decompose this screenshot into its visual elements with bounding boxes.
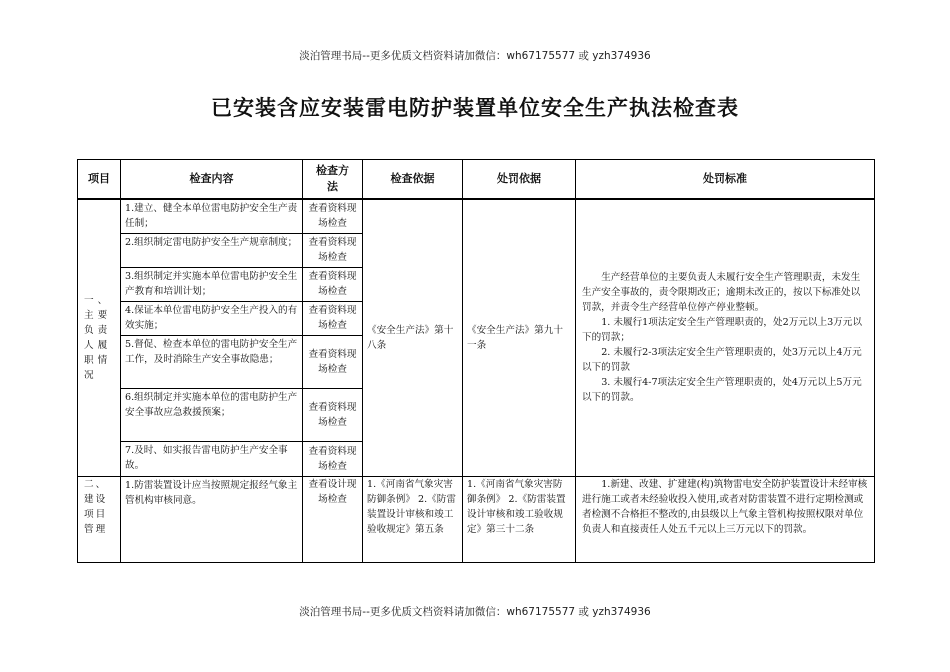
section1-method-7: 查看资料现场检查 bbox=[303, 441, 363, 476]
standard-paragraph: 生产经营单位的主要负责人未履行安全生产管理职责，未发生生产安全事故的，责令限期改正；逾期未改正的，按以下标准处以罚款，并责令生产经营单位停产停业整顿。 bbox=[582, 272, 861, 314]
header-standard: 处罚标准 bbox=[576, 160, 875, 200]
section1-penalty-basis: 《安全生产法》第九十一条 bbox=[463, 199, 576, 476]
inspection-table bbox=[77, 159, 875, 563]
section2-standard bbox=[576, 476, 875, 562]
page-title: 已安装含应安装雷电防护装置单位安全生产执法检查表 bbox=[211, 96, 739, 120]
section1-method-4: 查看资料现场检查 bbox=[303, 301, 363, 335]
standard-paragraph: 1.新建、改建、扩建建(构)筑物雷电安全防护装置设计未经审核进行施工或者未经验收投入使用,或者对防雷装置不进行定期检测或者检测不合格拒不整改的,由县级以上气象主管机构按照权限对单位负责人和直接责任人处五千元以上三万元以下的罚款。 bbox=[582, 478, 868, 535]
table-row bbox=[78, 199, 875, 233]
section1-basis: 《安全生产法》第十八条 bbox=[363, 199, 463, 476]
section1-project: 一、主要负责人履职情况 bbox=[78, 199, 121, 476]
header-penalty-basis: 处罚依据 bbox=[463, 160, 576, 200]
header-project: 项目 bbox=[78, 160, 121, 200]
section1-method-1: 查看资料现场检查 bbox=[303, 199, 363, 233]
section1-content-1: 1.建立、健全本单位雷电防护安全生产责任制； bbox=[121, 199, 303, 233]
section1-content-5: 5.督促、检查本单位的雷电防护安全生产工作，及时消除生产安全事故隐患； bbox=[121, 335, 303, 388]
page-header: 淡泊管理书局--更多优质文档资料请加微信：wh67175577 或 yzh374936 bbox=[299, 50, 651, 62]
section1-method-5: 查看资料现场检查 bbox=[303, 335, 363, 388]
section2-method: 查看设计现场检查 bbox=[303, 476, 363, 562]
section2-content: 1.防雷装置设计应当按照规定报经气象主管机构审核同意。 bbox=[121, 476, 303, 562]
section1-method-3: 查看资料现场检查 bbox=[303, 267, 363, 301]
section1-content-4: 4.保证本单位雷电防护安全生产投入的有效实施； bbox=[121, 301, 303, 335]
section2-project: 二、建设项目管理 bbox=[78, 476, 121, 562]
section1-method-6: 查看资料现场检查 bbox=[303, 388, 363, 441]
section1-content-6: 6.组织制定并实施本单位的雷电防护生产安全事故应急救援预案； bbox=[121, 388, 303, 441]
standard-paragraph: 3. 未履行4-7项法定安全生产管理职责的，处4万元以上5万元以下的罚款。 bbox=[582, 377, 862, 404]
section1-content-3: 3.组织制定并实施本单位雷电防护安全生产教育和培训计划； bbox=[121, 267, 303, 301]
section1-standard bbox=[576, 199, 875, 476]
header-basis: 检查依据 bbox=[363, 160, 463, 200]
table-header-row bbox=[78, 160, 875, 200]
section1-method-2: 查看资料现场检查 bbox=[303, 233, 363, 267]
header-method: 检查方法 bbox=[303, 160, 363, 200]
standard-paragraph: 1. 未履行1项法定安全生产管理职责的，处2万元以上3万元以下的罚款； bbox=[582, 317, 862, 344]
section1-content-2: 2.组织制定雷电防护安全生产规章制度； bbox=[121, 233, 303, 267]
section2-basis: 1.《河南省气象灾害防御条例》 2.《防雷装置设计审核和竣工验收规定》第五条 bbox=[363, 476, 463, 562]
section2-penalty-basis: 1.《河南省气象灾害防御条例》 2.《防雷装置设计审核和竣工验收规定》第三十二条 bbox=[463, 476, 576, 562]
table-row bbox=[78, 476, 875, 562]
header-content: 检查内容 bbox=[121, 160, 303, 200]
standard-paragraph: 2. 未履行2-3项法定安全生产管理职责的，处3万元以上4万元以下的罚款 bbox=[582, 347, 862, 374]
section1-content-7: 7.及时、如实报告雷电防护生产安全事故。 bbox=[121, 441, 303, 476]
page-footer: 淡泊管理书局--更多优质文档资料请加微信：wh67175577 或 yzh374936 bbox=[299, 606, 651, 618]
